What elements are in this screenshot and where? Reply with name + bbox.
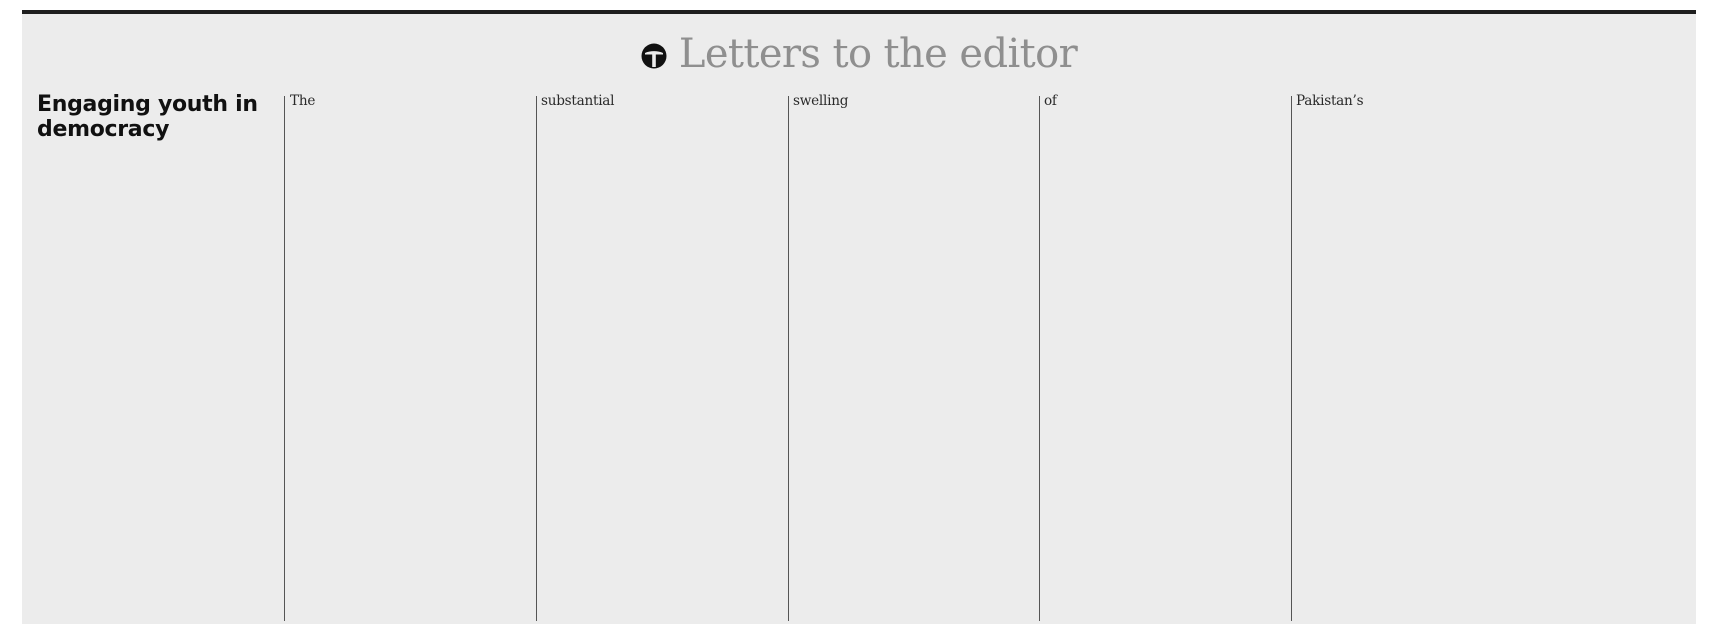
column-4 <box>793 92 1035 622</box>
letter-paragraph-continued: The <box>290 93 316 109</box>
column-divider <box>536 96 537 621</box>
letter-paragraph-continued: substantial <box>541 93 615 109</box>
letter-paragraph-continued: swelling <box>793 93 849 109</box>
letter-paragraph-continued: of <box>1044 93 1057 109</box>
tribune-logo-icon <box>641 43 667 69</box>
page-title: Letters to the editor <box>678 31 1078 77</box>
column-divider <box>1039 96 1040 621</box>
column-divider <box>284 96 285 621</box>
masthead <box>22 28 1696 80</box>
column-6 <box>1296 92 1540 622</box>
letters-page <box>22 10 1696 624</box>
letter-paragraph-continued: Pakistan’s <box>1296 93 1364 109</box>
column-divider <box>1291 96 1292 621</box>
column-2 <box>290 92 532 622</box>
letter-headline: Engaging youth in democracy <box>37 92 258 142</box>
column-1 <box>37 92 279 622</box>
column-divider <box>788 96 789 621</box>
column-3 <box>541 92 784 622</box>
column-5 <box>1044 92 1287 622</box>
